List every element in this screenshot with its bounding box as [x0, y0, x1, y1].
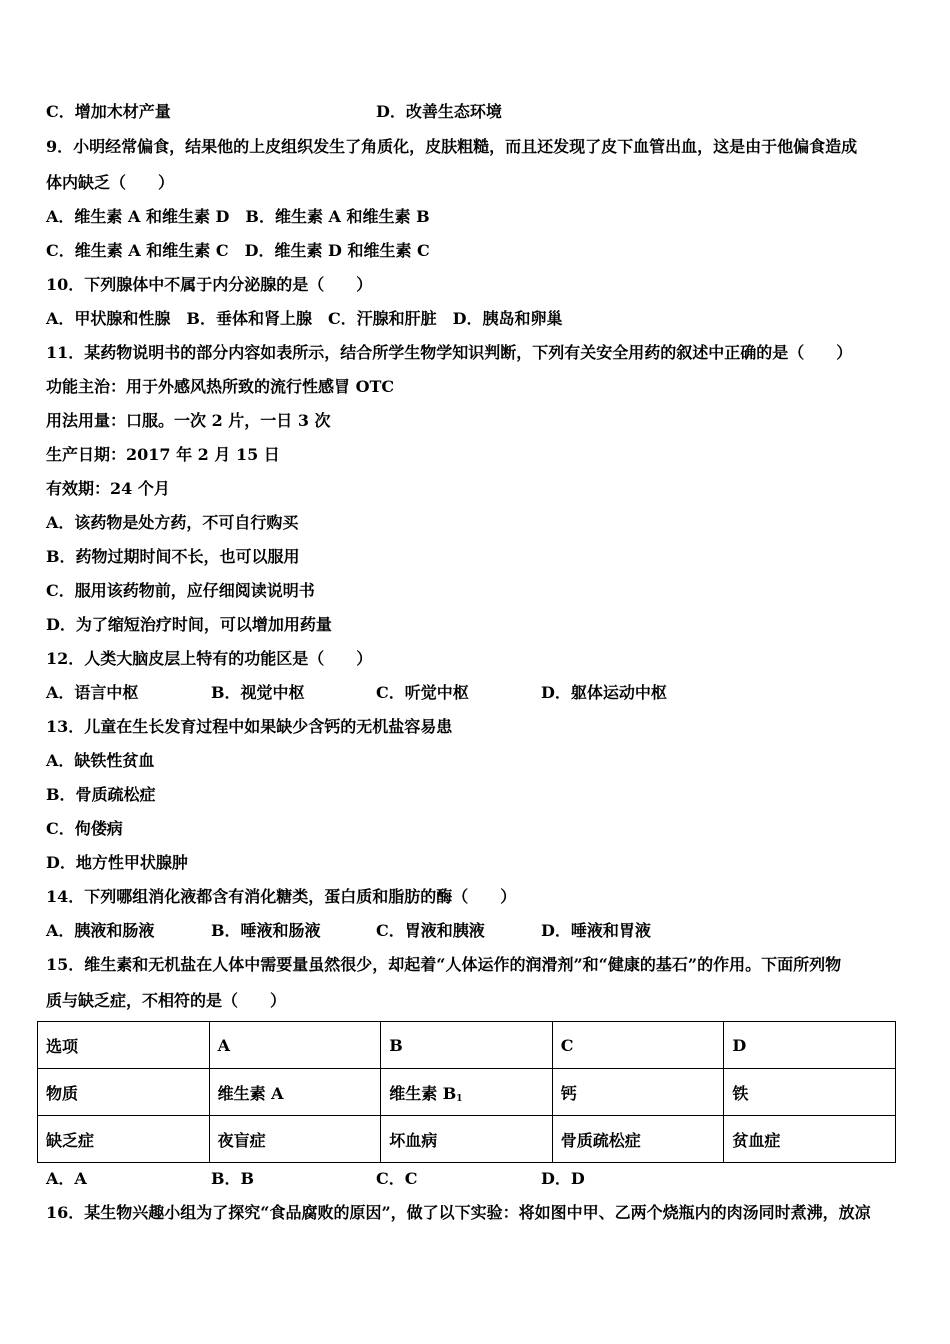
q15-option-a: A．A	[46, 1169, 87, 1188]
q15-stem-line1: 15．维生素和无机盐在人体中需要量虽然很少，却起着“人体运作的润滑剂”和“健康的基石”的作用。下面所列物	[46, 955, 842, 974]
q8-option-d: D．改善生态环境	[376, 102, 502, 121]
q16-stem-line1: 16．某生物兴趣小组为了探究“食品腐败的原因”，做了以下实验：将如图中甲、乙两个烧瓶内的肉汤同时煮沸，放凉	[46, 1203, 871, 1222]
table-row-deficiency	[38, 1116, 896, 1163]
q9-stem-line1: 9．小明经常偏食，结果他的上皮组织发生了角质化，皮肤粗糙，而且还发现了皮下血管出血，这是由于他偏食造成	[46, 137, 858, 156]
q13-option-a: A．缺铁性贫血	[46, 751, 155, 770]
q11-stem: 11．某药物说明书的部分内容如表所示，结合所学生物学知识判断，下列有关安全用药的叙述中正确的是（ ）	[46, 343, 853, 362]
q13-stem: 13．儿童在生长发育过程中如果缺少含钙的无机盐容易患	[46, 717, 453, 736]
table-cell: 夜盲症	[209, 1116, 381, 1163]
vitamin-b-label: 维生素 B	[389, 1083, 457, 1103]
q11-option-b: B．药物过期时间不长，也可以服用	[46, 547, 300, 566]
table-cell: C	[552, 1022, 724, 1069]
q10-options: A．甲状腺和性腺 B．垂体和肾上腺 C．汗腺和肝脏 D．胰岛和卵巢	[46, 309, 563, 328]
q14-option-a: A．胰液和肠液	[46, 921, 155, 940]
q12-stem: 12．人类大脑皮层上特有的功能区是（ ）	[46, 649, 373, 668]
q12-option-b: B．视觉中枢	[211, 683, 305, 702]
table-cell: 物质	[38, 1069, 210, 1116]
q11-info-function: 功能主治：用于外感风热所致的流行性感冒 OTC	[46, 377, 395, 396]
table-cell: 贫血症	[724, 1116, 896, 1163]
table-cell: 坏血病	[381, 1116, 553, 1163]
table-cell: 缺乏症	[38, 1116, 210, 1163]
q11-info-dosage: 用法用量：口服。一次 2 片，一日 3 次	[46, 411, 331, 430]
table-cell: D	[724, 1022, 896, 1069]
table-cell: 钙	[552, 1069, 724, 1116]
table-row-header	[38, 1022, 896, 1069]
q11-option-d: D．为了缩短治疗时间，可以增加用药量	[46, 615, 332, 634]
q13-option-d: D．地方性甲状腺肿	[46, 853, 188, 872]
q15-option-c: C．C	[376, 1169, 418, 1188]
q14-option-b: B．唾液和肠液	[211, 921, 321, 940]
q8-option-c: C．增加木材产量	[46, 102, 171, 121]
q14-option-d: D．唾液和胃液	[541, 921, 651, 940]
q15-stem-line2: 质与缺乏症，不相符的是（ ）	[46, 991, 287, 1010]
table-cell: 铁	[724, 1069, 896, 1116]
vitamin-b-subscript: 1	[456, 1093, 463, 1104]
q11-option-a: A．该药物是处方药，不可自行购买	[46, 513, 299, 532]
q15-option-d: D．D	[541, 1169, 585, 1188]
q14-stem: 14．下列哪组消化液都含有消化糖类，蛋白质和脂肪的酶（ ）	[46, 887, 517, 906]
q12-option-c: C．听觉中枢	[376, 683, 469, 702]
q9-options-line2: C．维生素 A 和维生素 C D．维生素 D 和维生素 C	[46, 241, 430, 260]
q11-info-production-date: 生产日期：2017 年 2 月 15 日	[46, 445, 280, 464]
table-cell: 骨质疏松症	[552, 1116, 724, 1163]
table-cell	[381, 1069, 553, 1116]
table-cell: 维生素 A	[209, 1069, 381, 1116]
table-row-substance	[38, 1069, 896, 1116]
q12-option-a: A．语言中枢	[46, 683, 139, 702]
q12-option-d: D．躯体运动中枢	[541, 683, 667, 702]
q14-option-c: C．胃液和胰液	[376, 921, 485, 940]
q11-info-validity: 有效期：24 个月	[46, 479, 170, 498]
q11-option-c: C．服用该药物前，应仔细阅读说明书	[46, 581, 315, 600]
q13-option-b: B．骨质疏松症	[46, 785, 156, 804]
q9-stem-line2: 体内缺乏（ ）	[46, 173, 175, 192]
table-cell: A	[209, 1022, 381, 1069]
q9-options-line1: A．维生素 A 和维生素 D B．维生素 A 和维生素 B	[46, 207, 430, 226]
q15-option-b: B．B	[211, 1169, 255, 1188]
q15-table	[37, 1021, 896, 1163]
table-cell: 选项	[38, 1022, 210, 1069]
table-cell: B	[381, 1022, 553, 1069]
q13-option-c: C．佝偻病	[46, 819, 123, 838]
q10-stem: 10．下列腺体中不属于内分泌腺的是（ ）	[46, 275, 373, 294]
